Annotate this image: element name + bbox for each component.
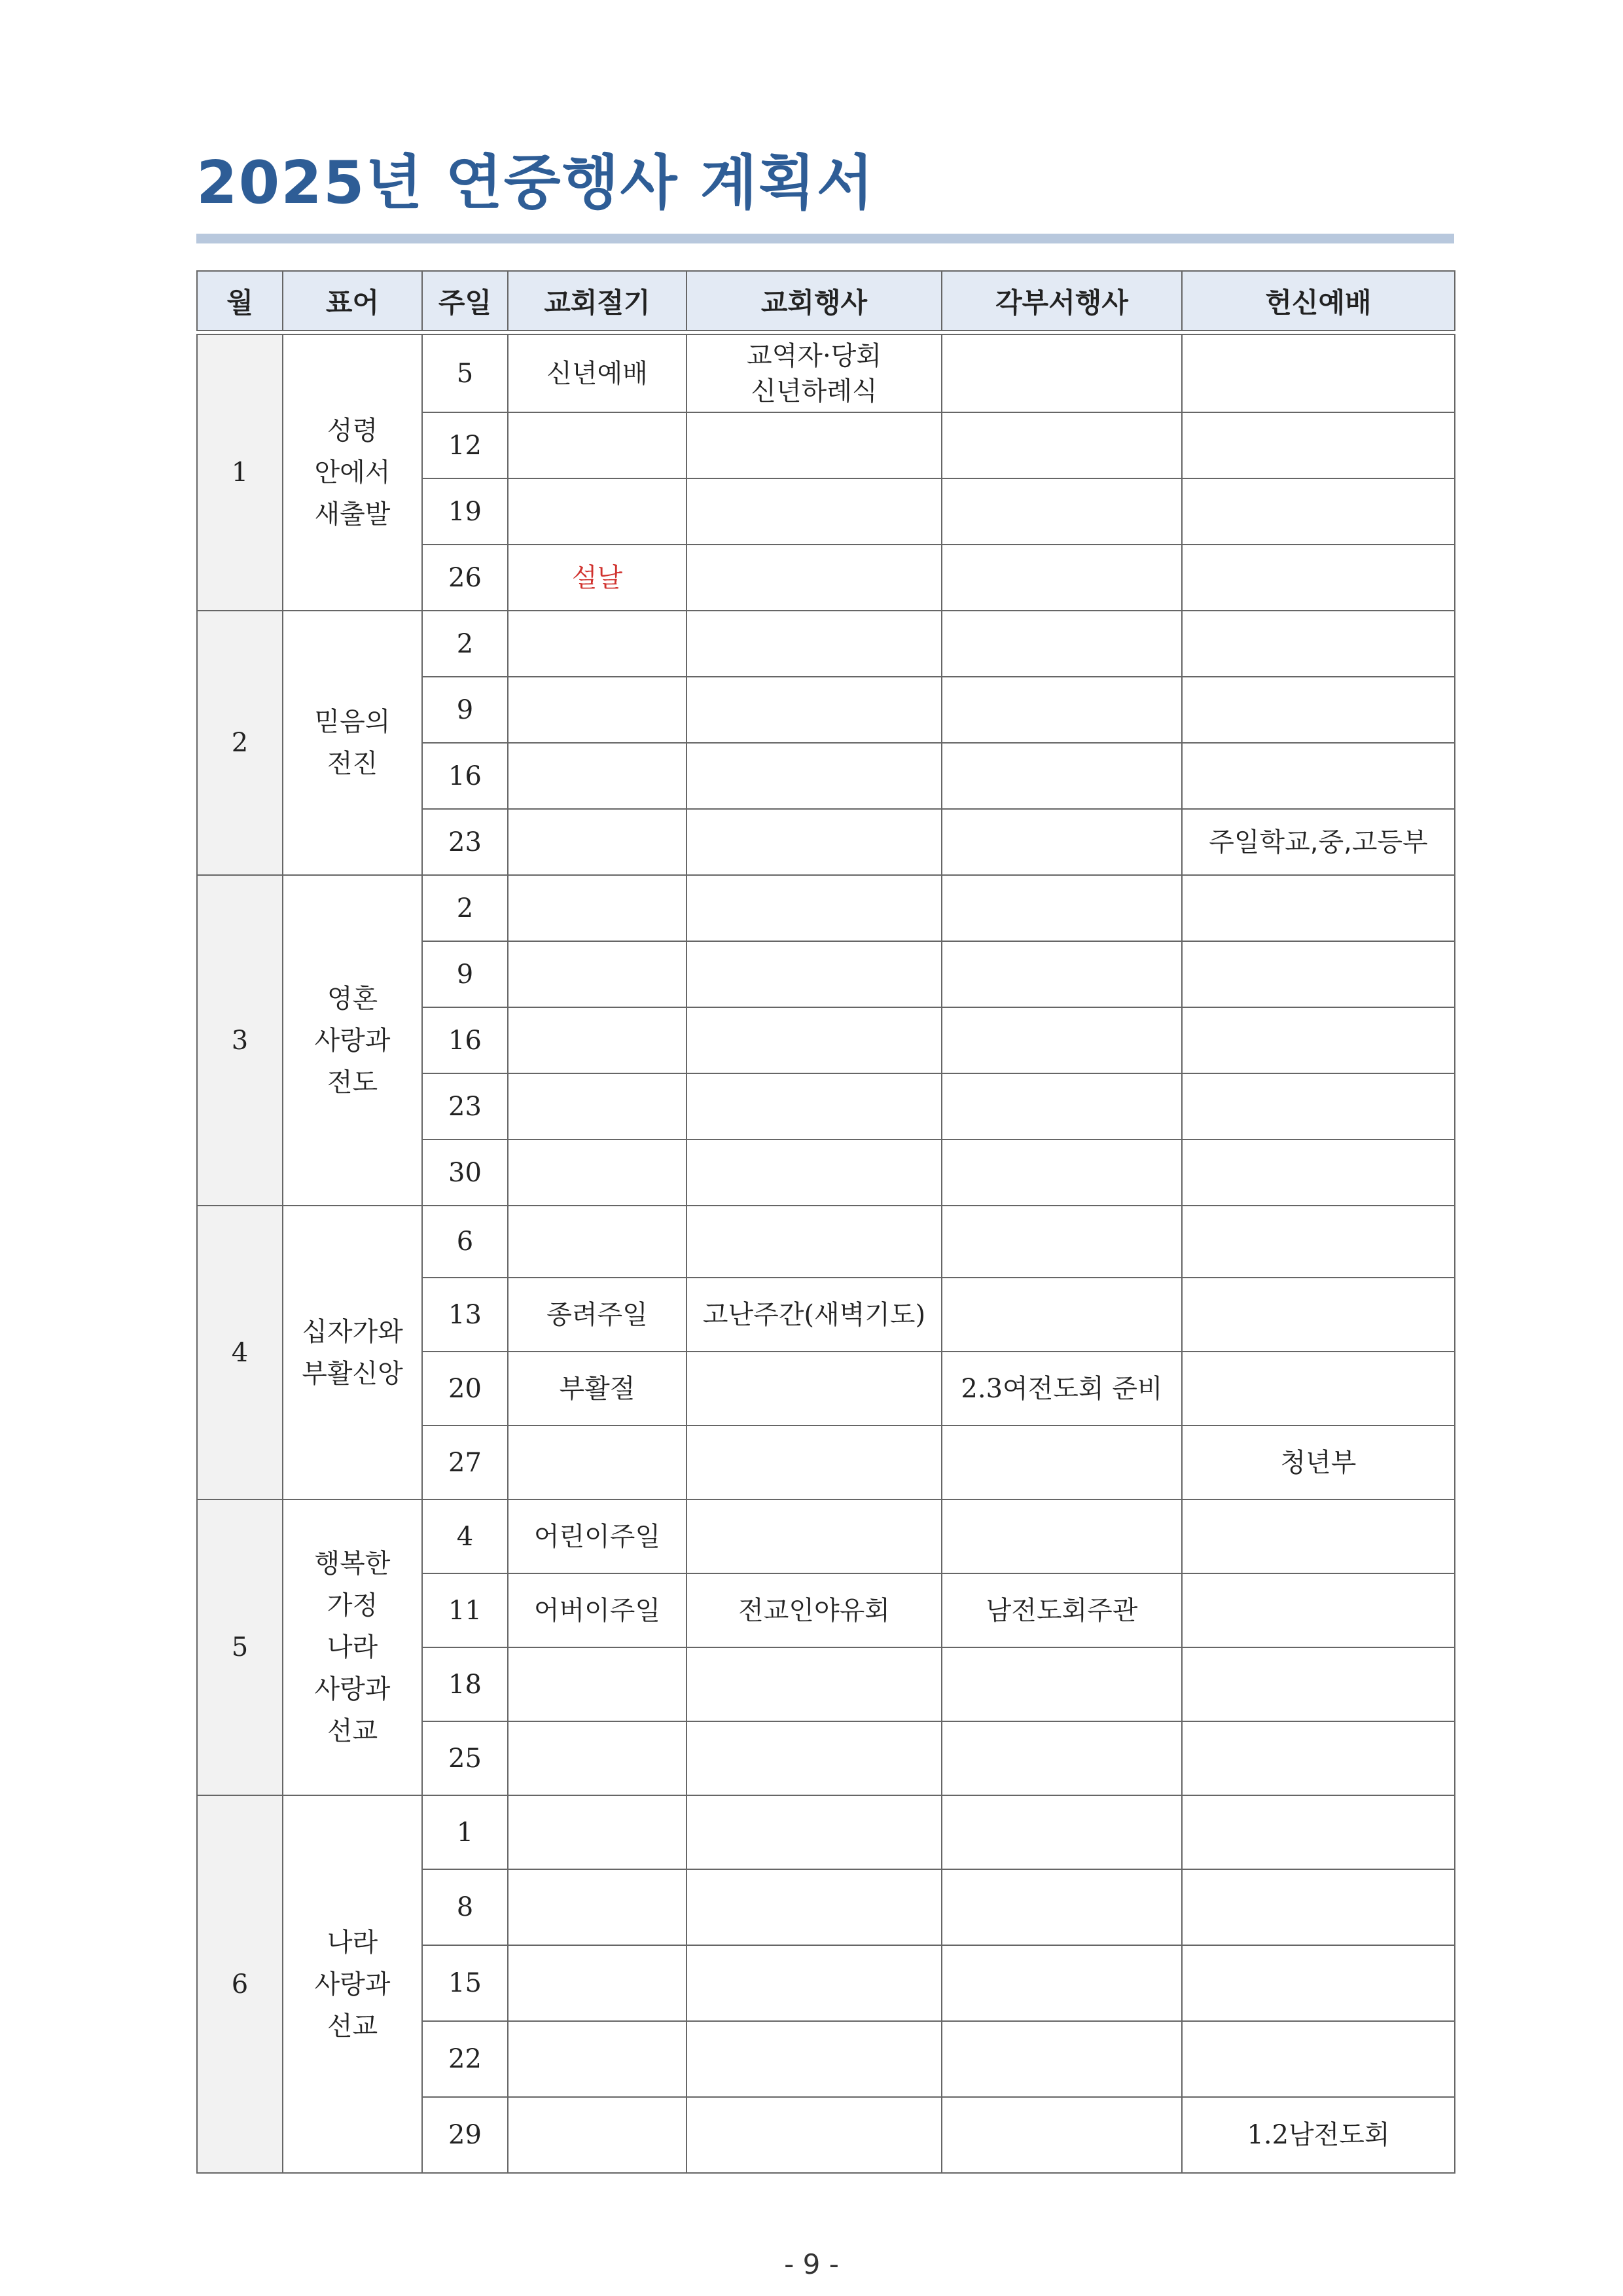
- worship-cell: [1182, 1139, 1455, 1206]
- season-cell: 부활절: [508, 1352, 687, 1426]
- page-number: - 9 -: [784, 2248, 839, 2280]
- sunday-cell: 19: [422, 478, 508, 545]
- church-event-cell: [687, 1073, 942, 1139]
- worship-cell: [1182, 1647, 1455, 1721]
- church-event-cell: [687, 1869, 942, 1945]
- worship-cell: [1182, 611, 1455, 677]
- worship-cell: 주일학교,중,고등부: [1182, 809, 1455, 875]
- worship-cell: [1182, 1007, 1455, 1073]
- season-cell: [508, 611, 687, 677]
- table-row: [197, 334, 1455, 412]
- season-cell: [508, 743, 687, 809]
- motto-cell: 믿음의 전진: [283, 611, 422, 875]
- worship-cell: [1182, 1573, 1455, 1647]
- worship-cell: [1182, 743, 1455, 809]
- church-event-cell: [687, 1499, 942, 1573]
- season-cell: [508, 2097, 687, 2173]
- month-cell: 2: [197, 611, 283, 875]
- worship-cell: [1182, 1869, 1455, 1945]
- dept-event-cell: [942, 941, 1182, 1007]
- church-event-cell: [687, 611, 942, 677]
- church-event-cell: [687, 412, 942, 478]
- dept-event-cell: [942, 1795, 1182, 1869]
- dept-event-cell: [942, 875, 1182, 941]
- dept-event-cell: [942, 545, 1182, 611]
- sunday-cell: 11: [422, 1573, 508, 1647]
- sunday-cell: 23: [422, 1073, 508, 1139]
- dept-event-cell: [942, 334, 1182, 412]
- dept-event-cell: [942, 1869, 1182, 1945]
- worship-cell: [1182, 1721, 1455, 1795]
- worship-cell: [1182, 2021, 1455, 2097]
- dept-event-cell: [942, 1426, 1182, 1499]
- worship-cell: [1182, 1795, 1455, 1869]
- church-event-cell: 전교인야유회: [687, 1573, 942, 1647]
- sunday-cell: 29: [422, 2097, 508, 2173]
- sunday-cell: 16: [422, 743, 508, 809]
- church-event-cell: [687, 1206, 942, 1278]
- sunday-cell: 5: [422, 334, 508, 412]
- season-cell: [508, 1073, 687, 1139]
- season-cell: [508, 677, 687, 743]
- motto-cell: 영혼 사랑과 전도: [283, 875, 422, 1206]
- worship-cell: [1182, 412, 1455, 478]
- header-church-event: 교회행사: [687, 271, 942, 331]
- worship-cell: [1182, 1073, 1455, 1139]
- church-event-cell: [687, 1795, 942, 1869]
- schedule-table: [196, 334, 1455, 2174]
- church-event-cell: [687, 809, 942, 875]
- church-event-cell: [687, 2021, 942, 2097]
- schedule-header: [196, 270, 1455, 331]
- dept-event-cell: [942, 611, 1182, 677]
- sunday-cell: 12: [422, 412, 508, 478]
- dept-event-cell: [942, 1647, 1182, 1721]
- dept-event-cell: [942, 1945, 1182, 2021]
- church-event-cell: [687, 1139, 942, 1206]
- sunday-cell: 27: [422, 1426, 508, 1499]
- month-cell: 6: [197, 1795, 283, 2173]
- sunday-cell: 26: [422, 545, 508, 611]
- church-event-cell: [687, 941, 942, 1007]
- sunday-cell: 18: [422, 1647, 508, 1721]
- month-cell: 3: [197, 875, 283, 1206]
- season-cell: [508, 1721, 687, 1795]
- worship-cell: [1182, 941, 1455, 1007]
- season-cell: [508, 412, 687, 478]
- church-event-cell: 고난주간(새벽기도): [687, 1278, 942, 1352]
- season-cell: [508, 1426, 687, 1499]
- table-row: [197, 611, 1455, 677]
- sunday-cell: 16: [422, 1007, 508, 1073]
- season-cell: 어버이주일: [508, 1573, 687, 1647]
- sunday-cell: 25: [422, 1721, 508, 1795]
- worship-cell: [1182, 1352, 1455, 1426]
- season-cell: [508, 1647, 687, 1721]
- worship-cell: [1182, 1499, 1455, 1573]
- dept-event-cell: [942, 1073, 1182, 1139]
- church-event-cell: 교역자·당회 신년하례식: [687, 334, 942, 412]
- season-cell: [508, 1139, 687, 1206]
- dept-event-cell: [942, 1278, 1182, 1352]
- church-event-cell: [687, 1647, 942, 1721]
- table-row: [197, 875, 1455, 941]
- season-cell-holiday: 설날: [508, 545, 687, 611]
- page-title: 2025년 연중행사 계획서: [196, 149, 875, 217]
- header-dedication-worship: 헌신예배: [1182, 271, 1455, 331]
- header-motto: 표어: [283, 271, 422, 331]
- sunday-cell: 1: [422, 1795, 508, 1869]
- dept-event-cell: [942, 1007, 1182, 1073]
- sunday-cell: 15: [422, 1945, 508, 2021]
- dept-event-cell: [942, 677, 1182, 743]
- worship-cell: [1182, 478, 1455, 545]
- church-event-cell: [687, 2097, 942, 2173]
- worship-cell: [1182, 334, 1455, 412]
- sunday-cell: 30: [422, 1139, 508, 1206]
- season-cell: [508, 1007, 687, 1073]
- worship-cell: [1182, 1945, 1455, 2021]
- dept-event-cell: 2.3여전도회 준비: [942, 1352, 1182, 1426]
- month-cell: 4: [197, 1206, 283, 1499]
- season-cell: 신년예배: [508, 334, 687, 412]
- church-event-cell: [687, 875, 942, 941]
- season-cell: [508, 1795, 687, 1869]
- dept-event-cell: [942, 1206, 1182, 1278]
- motto-cell: 십자가와 부활신앙: [283, 1206, 422, 1499]
- sunday-cell: 23: [422, 809, 508, 875]
- church-event-cell: [687, 478, 942, 545]
- dept-event-cell: [942, 1721, 1182, 1795]
- dept-event-cell: [942, 1499, 1182, 1573]
- season-cell: [508, 809, 687, 875]
- church-event-cell: [687, 545, 942, 611]
- dept-event-cell: [942, 412, 1182, 478]
- dept-event-cell: [942, 478, 1182, 545]
- sunday-cell: 9: [422, 677, 508, 743]
- dept-event-cell: 남전도회주관: [942, 1573, 1182, 1647]
- motto-cell: 나라 사랑과 선교: [283, 1795, 422, 2173]
- church-event-cell: [687, 677, 942, 743]
- motto-cell: 성령 안에서 새출발: [283, 334, 422, 611]
- header-row: [197, 271, 1455, 331]
- sunday-cell: 20: [422, 1352, 508, 1426]
- worship-cell: [1182, 1206, 1455, 1278]
- church-event-cell: [687, 743, 942, 809]
- season-cell: 종려주일: [508, 1278, 687, 1352]
- month-cell: 1: [197, 334, 283, 611]
- worship-cell: 1.2남전도회: [1182, 2097, 1455, 2173]
- church-event-cell: [687, 1721, 942, 1795]
- dept-event-cell: [942, 743, 1182, 809]
- sunday-cell: 6: [422, 1206, 508, 1278]
- dept-event-cell: [942, 2021, 1182, 2097]
- church-event-cell: [687, 1426, 942, 1499]
- table-row: [197, 1795, 1455, 1869]
- sunday-cell: 2: [422, 611, 508, 677]
- season-cell: [508, 478, 687, 545]
- dept-event-cell: [942, 2097, 1182, 2173]
- worship-cell: [1182, 875, 1455, 941]
- sunday-cell: 8: [422, 1869, 508, 1945]
- title-underline: [196, 234, 1454, 243]
- motto-cell: 행복한 가정 나라 사랑과 선교: [283, 1499, 422, 1795]
- header-month: 월: [197, 271, 283, 331]
- dept-event-cell: [942, 1139, 1182, 1206]
- header-department-event: 각부서행사: [942, 271, 1182, 331]
- church-event-cell: [687, 1945, 942, 2021]
- sunday-cell: 2: [422, 875, 508, 941]
- sunday-cell: 9: [422, 941, 508, 1007]
- worship-cell: [1182, 677, 1455, 743]
- season-cell: 어린이주일: [508, 1499, 687, 1573]
- dept-event-cell: [942, 809, 1182, 875]
- season-cell: [508, 875, 687, 941]
- sunday-cell: 4: [422, 1499, 508, 1573]
- worship-cell: [1182, 1278, 1455, 1352]
- season-cell: [508, 941, 687, 1007]
- season-cell: [508, 1945, 687, 2021]
- table-row: [197, 1499, 1455, 1573]
- month-cell: 5: [197, 1499, 283, 1795]
- worship-cell: 청년부: [1182, 1426, 1455, 1499]
- sunday-cell: 22: [422, 2021, 508, 2097]
- header-sunday: 주일: [422, 271, 508, 331]
- table-row: [197, 1206, 1455, 1278]
- season-cell: [508, 1206, 687, 1278]
- season-cell: [508, 2021, 687, 2097]
- sunday-cell: 13: [422, 1278, 508, 1352]
- season-cell: [508, 1869, 687, 1945]
- church-event-cell: [687, 1352, 942, 1426]
- church-event-cell: [687, 1007, 942, 1073]
- worship-cell: [1182, 545, 1455, 611]
- header-church-season: 교회절기: [508, 271, 687, 331]
